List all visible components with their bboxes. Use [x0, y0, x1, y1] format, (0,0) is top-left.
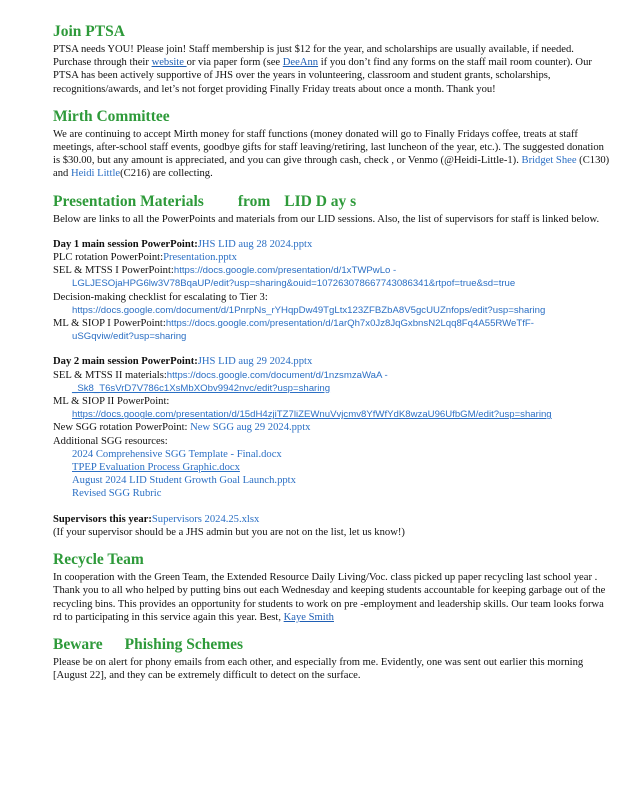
day1-label: Day 1 main session PowerPoint:: [53, 238, 198, 250]
ptsa-heading: Join PTSA: [53, 23, 125, 40]
kaye-smith-link[interactable]: Kaye Smith: [283, 611, 334, 623]
day2-block: [53, 355, 613, 500]
sel1-link-line-2[interactable]: LGLJESOjaHPG6lw3V78BqaUP/edit?usp=sharing&ouid=107263078667743086341&rtpof=true&sd=true: [72, 278, 516, 290]
phishing-heading-part-1: Beware: [53, 635, 103, 653]
decision-link[interactable]: https://docs.google.com/document/d/1PnrpNs_rYHqpDw49TgLtx123ZFBZbA8V5gcUUZnfops/edit?usp=sharing: [72, 304, 546, 316]
mirth-heading: Mirth Committee: [53, 107, 170, 125]
sgg-pptx-link[interactable]: New SGG aug 29 2024.pptx: [190, 422, 311, 434]
sel2-link-line-2[interactable]: _Sk8_T6sVrD7V786c1XsMbXObv9942nvc/edit?usp=sharing: [72, 382, 331, 394]
mirth-text-3: (C216) are collecting.: [120, 168, 213, 180]
decision-label: Decision-making checklist for escalating to Tier 3:: [53, 291, 268, 303]
phishing-paragraph: Please be on alert for phony emails from each other, and especially from me. Evidently, one was sent out earlier this morning [August 22], and they can be extremely difficult to detect on the surface.: [53, 656, 584, 682]
ml2-label: ML & SIOP II PowerPoint:: [53, 396, 170, 408]
ptsa-section: [53, 22, 613, 96]
sel1-link-line-1[interactable]: https://docs.google.com/presentation/d/1xTWPwLo -: [173, 265, 397, 277]
sel2-link-line-1[interactable]: https://docs.google.com/document/d/1nzsmzaWaA -: [166, 369, 388, 381]
presentation-intro: Below are links to all the PowerPoints and materials from our LID sessions. Also, the list of supervisors for staff is linked below.: [53, 213, 600, 225]
supervisors-label: Supervisors this year:: [53, 513, 152, 525]
sel1-label: SEL & MTSS I PowerPoint:: [53, 265, 174, 277]
additional-sgg-label: Additional SGG resources:: [53, 435, 168, 447]
plc-label: PLC rotation PowerPoint:: [53, 252, 164, 264]
mirth-section: [53, 107, 613, 181]
sel2-label: SEL & MTSS II materials:: [53, 369, 167, 381]
ml1-link-line-2[interactable]: uSGqviw/edit?usp=sharing: [72, 331, 187, 343]
supervisors-block: [53, 513, 613, 539]
day1-block: [53, 238, 613, 344]
day1-pptx-link[interactable]: JHS LID aug 28 2024.pptx: [197, 238, 313, 250]
ptsa-text-2: or via paper form (see: [186, 57, 283, 69]
phishing-heading: [53, 635, 613, 654]
ml1-link-line-1[interactable]: https://docs.google.com/presentation/d/1arQh7x0Jz8JqGxbnsN2Lqq8Fq4A55RWeTfF-: [165, 318, 534, 330]
bridget-shee-link[interactable]: Bridget Shee: [521, 155, 577, 167]
recycle-text-1: In cooperation with the Green Team, the Extended Resource Daily Living/Voc. class picked up paper recycling last school year . Thank you to all who helped by putting bins out each Wednesday and keeping students accountable for keeping garbage out of the recycling bins. This provides an opportunity for students to work on pre -employment and leadership skills. Our team looks forwa rd to participating in this service again this year. Best,: [53, 572, 606, 623]
recycle-heading: Recycle Team: [53, 551, 144, 569]
mirth-text-1: We are continuing to accept Mirth money for staff functions (money donated will go to Finally Fridays coffee, treats at staff meetings, after-school staff events, goodbye gifts for staff leaving/retiring, last luncheon of the year, etc.). The suggested donation is $30.00, but any amount is appreciated, and you can give through cash, check , or Venmo (@Heidi-Little-1).: [53, 128, 604, 167]
deeann-link[interactable]: DeeAnn: [282, 57, 319, 69]
sgg-resource-link[interactable]: 2024 Comprehensive SGG Template - Final.docx: [72, 448, 282, 460]
ptsa-text-1: PTSA needs YOU! Please join! Staff membership is just $12 for the year, and scholarships are usually available, if needed. Purchase through their: [53, 44, 574, 69]
heidi-little-link[interactable]: Heidi Little: [70, 168, 121, 180]
mirth-paragraph: [53, 128, 613, 181]
ml2-link[interactable]: https://docs.google.com/presentation/d/15dH4zjiTZ7liZEWnuVvjcmv8YfWfYdK8wzaU96UfbGM/edit?usp=sharing: [72, 409, 552, 421]
supervisors-note: (If your supervisor should be a JHS admin but you are not on the list, let us know!): [53, 526, 405, 538]
day2-label: Day 2 main session PowerPoint:: [53, 356, 198, 368]
phishing-heading-part-2: Phishing Schemes: [124, 635, 244, 653]
ptsa-website-link[interactable]: website: [151, 57, 187, 69]
presentation-heading-part-1: Presentation Materials: [53, 192, 204, 210]
newsletter-page: [53, 22, 613, 693]
presentation-heading-part-3: LID D ay s: [284, 192, 357, 210]
sgg-resource-link[interactable]: August 2024 LID Student Growth Goal Launch.pptx: [72, 475, 296, 487]
sgg-resource-link[interactable]: Revised SGG Rubric: [72, 488, 162, 500]
mirth-text-2: (C130) and: [53, 155, 610, 180]
phishing-section: [53, 635, 613, 682]
recycle-paragraph: [53, 571, 613, 624]
supervisors-xlsx-link[interactable]: Supervisors 2024.25.xlsx: [151, 513, 260, 525]
recycle-section: [53, 550, 613, 624]
sgg-resource-link[interactable]: TPEP Evaluation Process Graphic.docx: [72, 462, 240, 474]
presentation-heading-part-2: from: [237, 192, 271, 210]
plc-pptx-link[interactable]: Presentation.pptx: [163, 252, 237, 264]
sgg-label: New SGG rotation PowerPoint:: [53, 422, 191, 434]
day2-pptx-link[interactable]: JHS LID aug 29 2024.pptx: [197, 356, 313, 368]
ml1-label: ML & SIOP I PowerPoint:: [53, 318, 166, 330]
presentation-section: [53, 192, 613, 539]
ptsa-text-3: if you don’t find any forms on the staff mail room counter). Our PTSA has been actively supportive of JHS over the years in volunteering, classroom and student grants, scholarships, recognitions/awards, and let’s not forget providing Finally Friday treats about once a month. Thank you!: [53, 57, 592, 95]
presentation-heading: [53, 192, 613, 211]
ptsa-paragraph: [53, 43, 613, 96]
